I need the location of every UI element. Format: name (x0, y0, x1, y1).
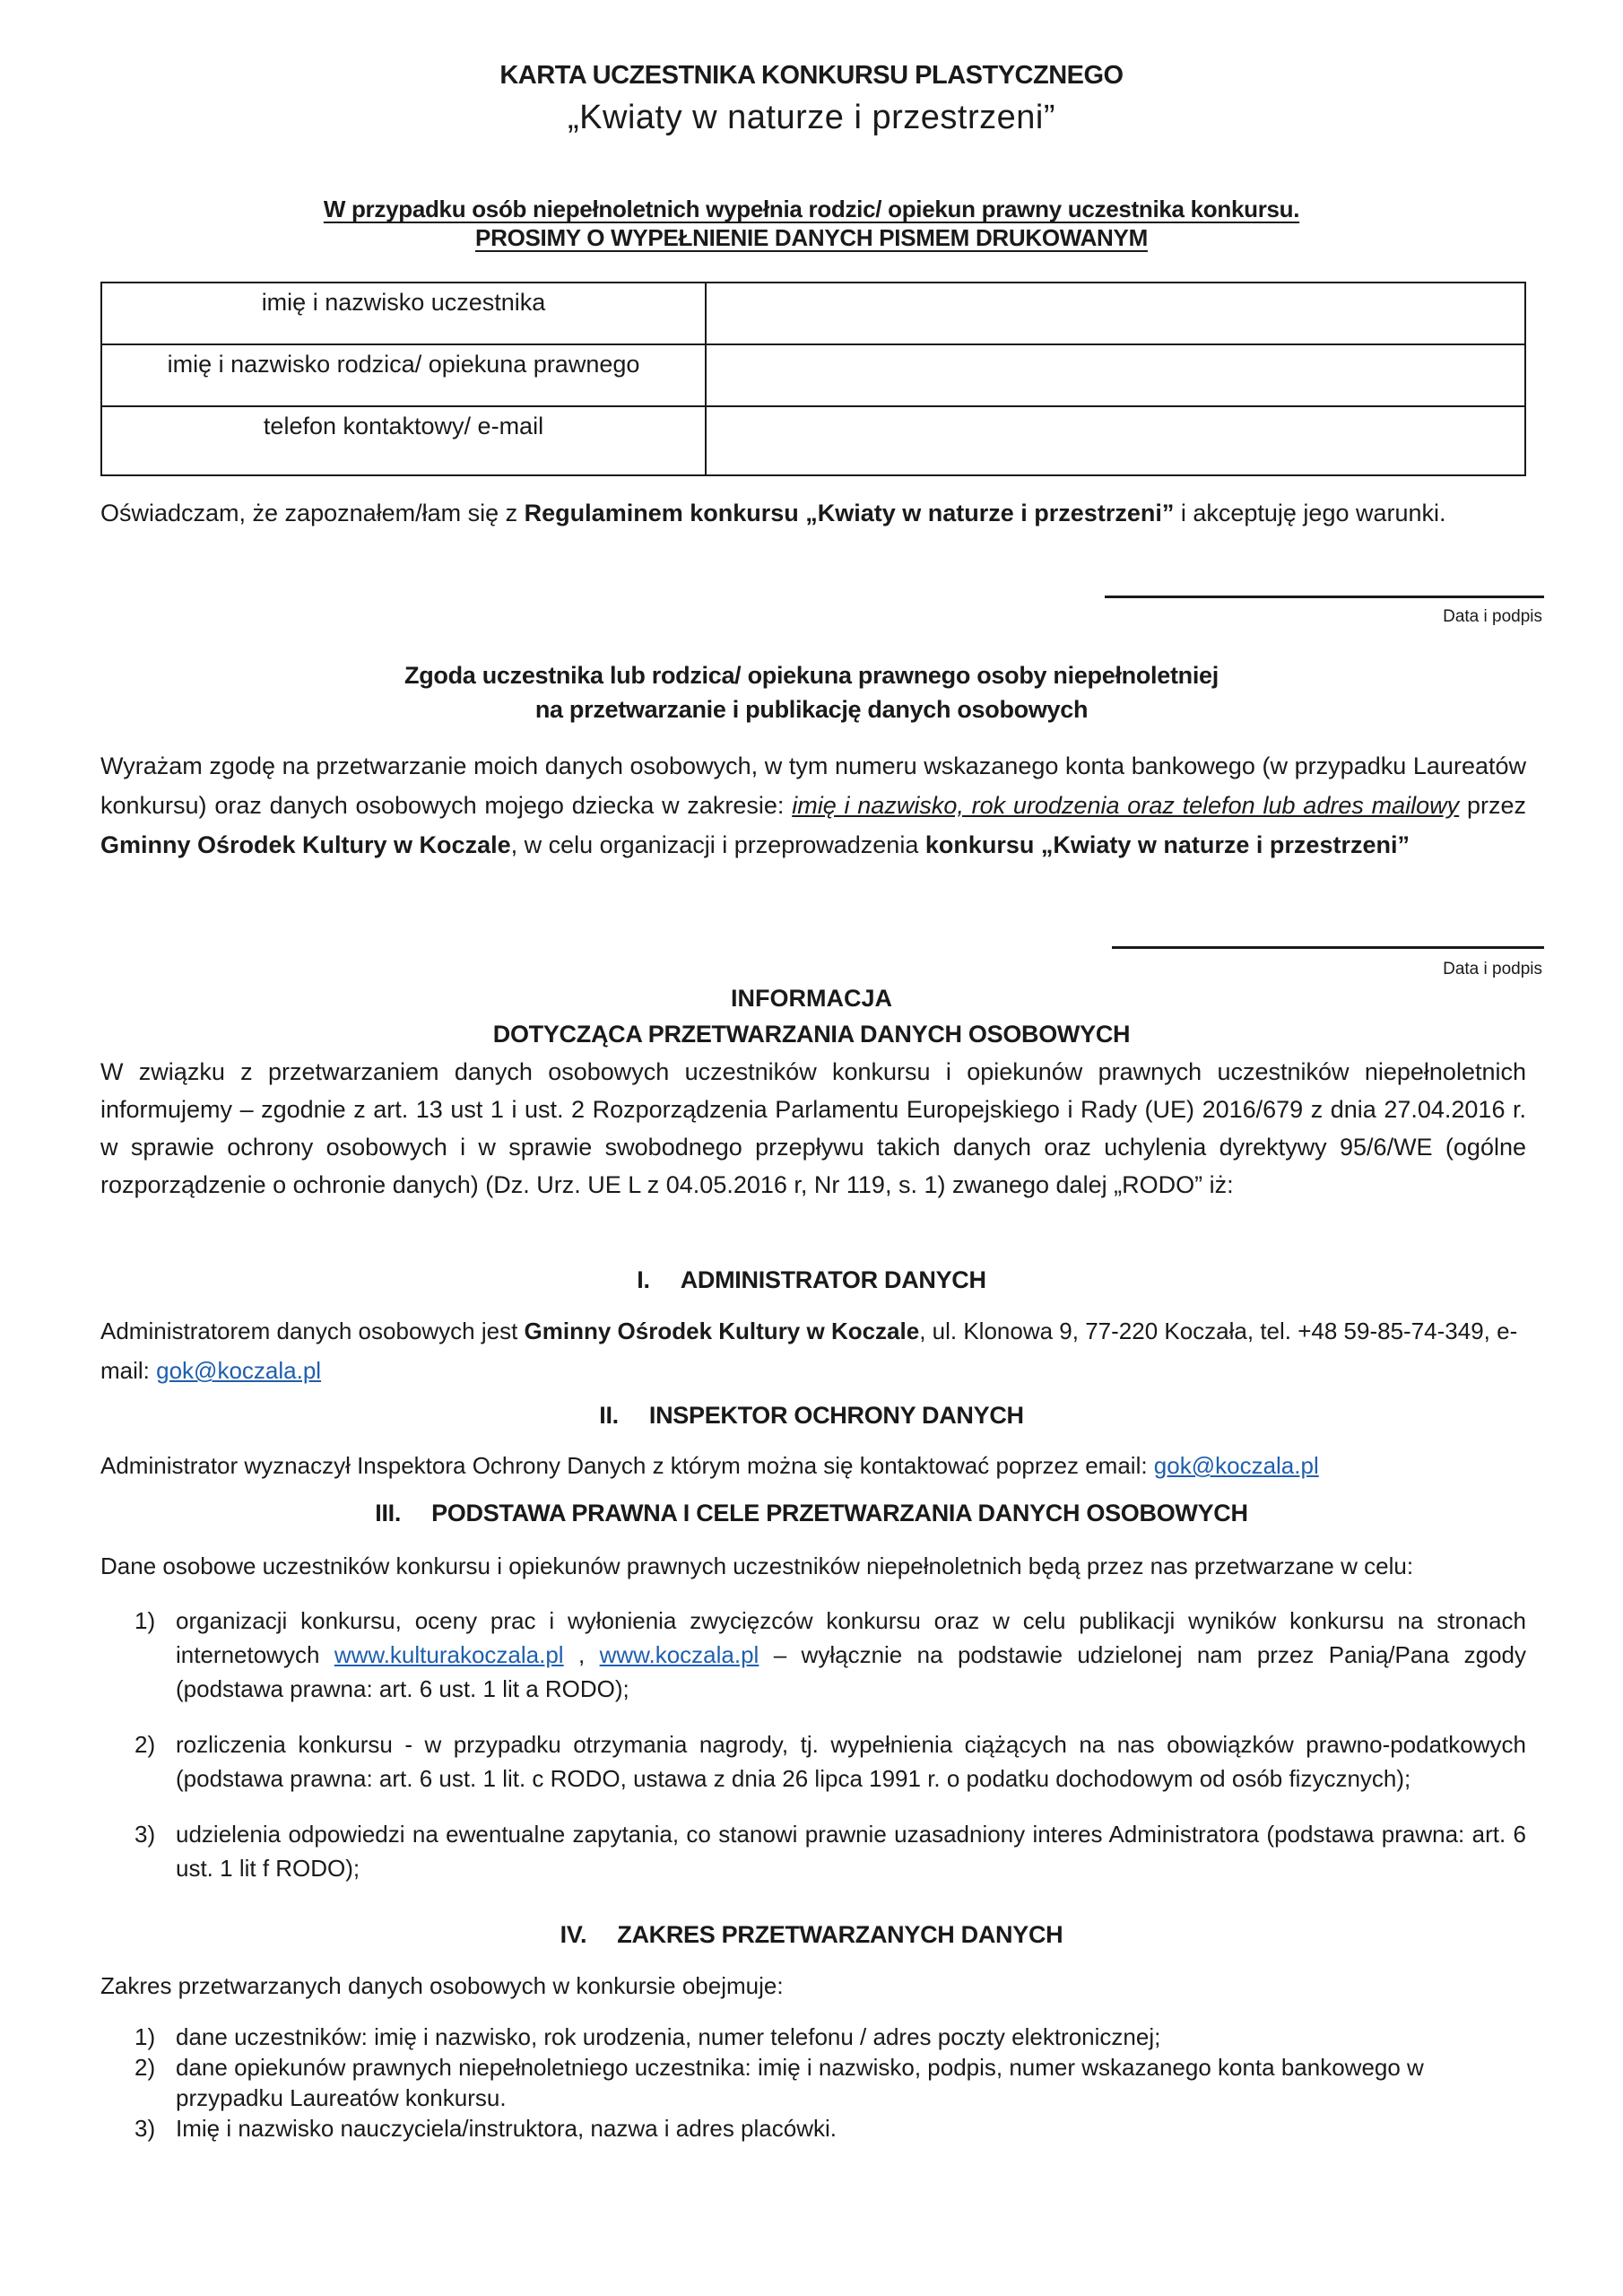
list-item-text-end: – wyłącznie na podstawie udzielonej nam przez Panią/Pana zgody (podstawa prawna: art. 6 ust. 1 lit a RODO); (176, 1641, 1527, 1702)
print-instruction: PROSIMY O WYPEŁNIENIE DANYCH PISMEM DRUKOWANYM (475, 224, 1148, 251)
declaration-text (100, 493, 1526, 533)
section-title: PODSTAWA PRAWNA I CELE PRZETWARZANIA DANYCH OSOBOWYCH (431, 1500, 1248, 1526)
signature-line (1105, 596, 1544, 598)
list-item (100, 2022, 1526, 2052)
dpo-email-link[interactable]: gok@koczala.pl (1153, 1452, 1319, 1479)
section-4-heading (0, 1921, 1623, 1949)
list-item-text: dane uczestników: imię i nazwisko, rok urodzenia, numer telefonu / adres poczty elektronicznej; (176, 2023, 1161, 2050)
participant-form-table (100, 282, 1526, 476)
list-number: 3) (135, 1821, 156, 1848)
section-number: IV. (560, 1921, 587, 1948)
organization-name: Gminny Ośrodek Kultury w Koczale (100, 831, 511, 858)
link-separator: , (563, 1641, 600, 1668)
list-item-text: dane opiekunów prawnych niepełnoletniego uczestnika: imię i nazwisko, podpis, numer wskazanego konta bankowego w przypadku Laureatów konkursu. (176, 2054, 1424, 2111)
list-item (100, 1727, 1526, 1796)
guardian-name-field[interactable] (706, 344, 1525, 406)
declaration-text-start: Oświadczam, że zapoznałem/łam się z (100, 500, 525, 526)
purposes-list (100, 1604, 1526, 1885)
section-title: ADMINISTRATOR DANYCH (680, 1266, 986, 1293)
administrator-email-link[interactable]: gok@koczala.pl (156, 1357, 322, 1384)
list-item (100, 1817, 1526, 1885)
data-scope-list (100, 2022, 1526, 2144)
contest-reference: konkursu „Kwiaty w naturze i przestrzeni” (924, 831, 1410, 858)
list-item-text: organizacji konkursu, oceny prac i wyłonienia zwycięzców konkursu oraz w celu publikacji wyników konkursu na stronach internetowych (176, 1607, 1526, 1668)
dpo-text-body: Administrator wyznaczył Inspektora Ochrony Danych z którym można się kontaktować poprzez email: (100, 1452, 1154, 1479)
consent-text-mid2: , w celu organizacji i przeprowadzenia (510, 831, 925, 858)
consent-text-mid: przez (1459, 792, 1526, 819)
section-title: ZAKRES PRZETWARZANYCH DANYCH (617, 1921, 1063, 1948)
table-row (101, 344, 1525, 406)
consent-text-start: Wyrażam zgodę na przetwarzanie moich danych osobowych, w tym numeru wskazanego konta bankowego (w przypadku Laureatów konkursu) oraz danych osobowych mojego dziecka w zakresie: (100, 752, 1526, 819)
list-number: 2) (135, 1731, 156, 1758)
regulations-reference: Regulaminem konkursu „Kwiaty w naturze i przestrzeni” (524, 500, 1175, 526)
list-number: 2) (135, 2054, 156, 2081)
section-number: II. (599, 1402, 619, 1429)
dpo-text (100, 1446, 1526, 1485)
list-item (100, 2113, 1526, 2144)
information-intro: W związku z przetwarzaniem danych osobowych uczestników konkursu i opiekunów prawnych uczestników niepełnoletnich informujemy – zgodnie z art. 13 ust 1 i ust. 2 Rozporządzenia Parlamentu Europejskiego i Rady (UE) 2016/679 z dnia 27.04.2016 r. w sprawie ochrony osobowych i w sprawie swobodnego przepływu takich danych oraz uchylenia dyrektywy 95/6/WE (ogólne rozporządzenie o ochronie danych) (Dz. Urz. UE L z 04.05.2016 r, Nr 119, s. 1) zwanego dalej „RODO” iż: (100, 1058, 1526, 1198)
list-item-text: udzielenia odpowiedzi na ewentualne zapytania, co stanowi prawnie uzasadniony interes Administratora (podstawa prawna: art. 6 ust. 1 lit f RODO); (176, 1821, 1526, 1882)
consent-data-scope: imię i nazwisko, rok urodzenia oraz telefon lub adres mailowy (792, 792, 1460, 819)
contest-name: „Kwiaty w naturze i przestrzeni” (568, 99, 1055, 136)
list-number: 1) (135, 2023, 156, 2050)
section-1-heading (0, 1266, 1623, 1294)
kulturakoczala-link[interactable]: www.kulturakoczala.pl (334, 1641, 564, 1668)
section-3-heading (0, 1500, 1623, 1527)
signature-label: Data i podpis (1443, 607, 1542, 626)
section-number: III. (375, 1500, 402, 1526)
list-item (100, 1604, 1526, 1706)
data-scope-intro: Zakres przetwarzanych danych osobowych w konkursie obejmuje: (100, 1972, 784, 1999)
document-title: KARTA UCZESTNIKA KONKURSU PLASTYCZNEGO (499, 61, 1124, 90)
administrator-text (100, 1311, 1526, 1390)
contact-label: telefon kontaktowy/ e-mail (101, 406, 706, 475)
signature-line (1112, 946, 1544, 949)
list-number: 3) (135, 2115, 156, 2142)
participant-name-field[interactable] (706, 283, 1525, 344)
consent-heading-line2: na przetwarzanie i publikację danych osobowych (534, 696, 1089, 723)
consent-text (100, 746, 1526, 865)
signature-label: Data i podpis (1443, 960, 1542, 978)
guardian-name-label: imię i nazwisko rodzica/ opiekuna prawnego (101, 344, 706, 406)
list-item-text: Imię i nazwisko nauczyciela/instruktora, nazwa i adres placówki. (176, 2115, 837, 2142)
table-row (101, 406, 1525, 475)
list-item-text: rozliczenia konkursu - w przypadku otrzymania nagrody, tj. wypełnienia ciążących na nas obowiązków prawno-podatkowych (podstawa prawna: art. 6 ust. 1 lit. c RODO, ustawa z dnia 26 lipca 1991 r. o podatku dochodowym od osób fizycznych); (176, 1731, 1526, 1792)
minor-notice: W przypadku osób niepełnoletnich wypełnia rodzic/ opiekun prawny uczestnika konkursu. (323, 196, 1300, 222)
section-2-heading (0, 1402, 1623, 1430)
section-number: I. (637, 1266, 650, 1293)
consent-heading-line1: Zgoda uczestnika lub rodzica/ opiekuna prawnego osoby niepełnoletniej (404, 662, 1219, 689)
section-title: INSPEKTOR OCHRONY DANYCH (648, 1402, 1024, 1429)
information-heading: INFORMACJA (731, 985, 892, 1012)
administrator-text-end: , ul. Klonowa 9, 77-220 Koczała, tel. +48 59-85-74-349, e-mail: (100, 1318, 1518, 1384)
administrator-text-start: Administratorem danych osobowych jest (100, 1318, 525, 1344)
contact-field[interactable] (706, 406, 1525, 475)
list-number: 1) (135, 1607, 156, 1634)
koczala-link[interactable]: www.koczala.pl (599, 1641, 759, 1668)
information-subheading: DOTYCZĄCA PRZETWARZANIA DANYCH OSOBOWYCH (492, 1021, 1131, 1048)
declaration-text-end: i akceptuję jego warunki. (1174, 500, 1446, 526)
table-row (101, 283, 1525, 344)
purposes-intro: Dane osobowe uczestników konkursu i opiekunów prawnych uczestników niepełnoletnich będą przez nas przetwarzane w celu: (100, 1552, 1414, 1579)
organization-name: Gminny Ośrodek Kultury w Koczale (524, 1318, 920, 1344)
list-item (100, 2052, 1526, 2113)
participant-name-label: imię i nazwisko uczestnika (101, 283, 706, 344)
